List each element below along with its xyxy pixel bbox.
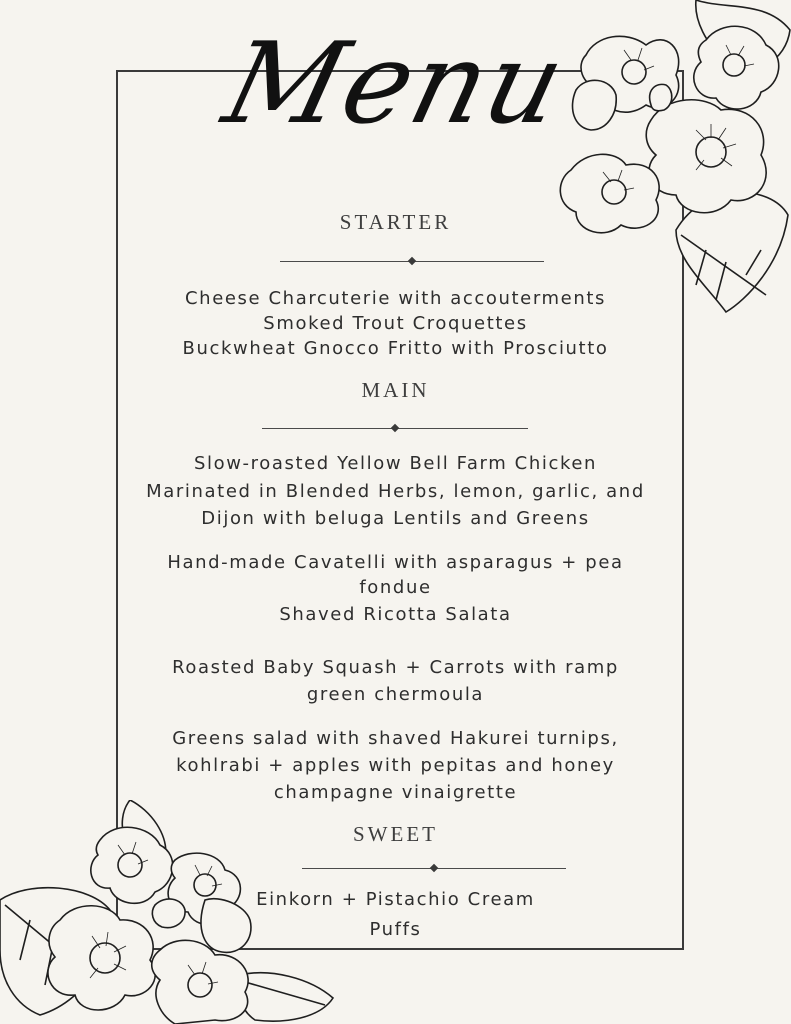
menu-item: Buckwheat Gnocco Fritto with Prosciutto: [182, 338, 609, 359]
menu-item: Cheese Charcuterie with accouterments: [185, 288, 606, 309]
section-heading-main: MAIN: [361, 378, 430, 402]
menu-item: Marinated in Blended Herbs, lemon, garlic, and: [146, 481, 645, 502]
menu-item: Puffs: [369, 919, 422, 940]
menu-item: Greens salad with shaved Hakurei turnips,: [172, 728, 619, 749]
menu-item: Slow-roasted Yellow Bell Farm Chicken: [193, 453, 598, 474]
menu-item: Einkorn + Pistachio Cream: [256, 889, 535, 910]
menu-item: green chermoula: [306, 684, 485, 705]
divider: [280, 257, 544, 267]
section-heading-sweet: SWEET: [353, 822, 438, 846]
menu-item: Smoked Trout Croquettes: [263, 313, 528, 334]
menu-item: Dijon with beluga Lentils and Greens: [201, 508, 590, 529]
menu-item: champagne vinaigrette: [273, 782, 518, 803]
divider: [262, 424, 528, 434]
menu-title: Menu: [212, 19, 579, 149]
section-heading-starter: STARTER: [339, 210, 452, 234]
menu-item: kohlrabi + apples with pepitas and honey: [176, 755, 615, 776]
menu-item: fondue: [359, 577, 432, 598]
menu-item: Shaved Ricotta Salata: [279, 604, 512, 625]
divider: [302, 864, 566, 874]
menu-item: Roasted Baby Squash + Carrots with ramp: [172, 657, 619, 678]
menu-item: Hand-made Cavatelli with asparagus + pea: [167, 552, 624, 573]
